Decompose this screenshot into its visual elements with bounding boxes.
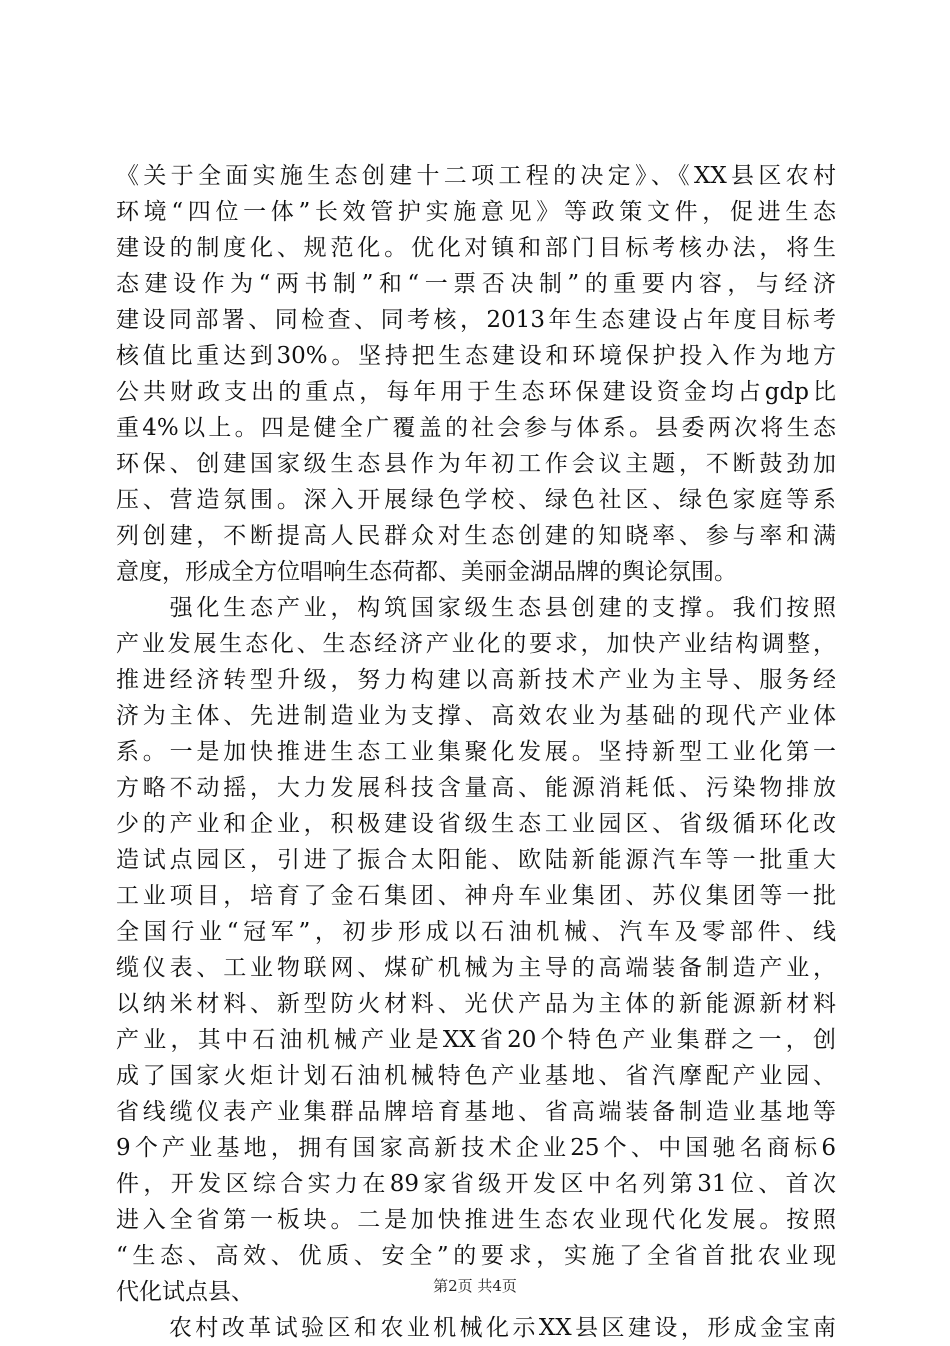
text-line: “生态、高效、优质、安全”的要求，实施了全省首批农业现 <box>116 1243 836 1269</box>
text-line: 少的产业和企业，积极建设省级生态工业园区、省级循环化改 <box>116 811 836 837</box>
text-line: 建设同部署、同检查、同考核，2013年生态建设占年度目标考 <box>116 307 836 333</box>
text-line: 件，开发区综合实力在89家省级开发区中名列第31位、首次 <box>116 1171 836 1197</box>
text-line: 环境“四位一体”长效管护实施意见》等政策文件，促进生态 <box>116 199 836 225</box>
text-line: 产业发展生态化、生态经济产业化的要求，加快产业结构调整， <box>116 631 836 657</box>
text-line: 省线缆仪表产业集群品牌培育基地、省高端装备制造业基地等 <box>116 1099 836 1125</box>
body-text <box>116 158 836 1346</box>
text-line: 意度，形成全方位唱响生态荷都、美丽金湖品牌的舆论氛围。 <box>116 559 737 585</box>
text-line: 进入全省第一板块。二是加快推进生态农业现代化发展。按照 <box>116 1207 836 1233</box>
text-line: 公共财政支出的重点，每年用于生态环保建设资金均占gdp比 <box>116 379 836 405</box>
text-line: 缆仪表、工业物联网、煤矿机械为主导的高端装备制造产业， <box>116 955 836 981</box>
text-line: 环保、创建国家级生态县作为年初工作会议主题，不断鼓劲加 <box>116 451 836 477</box>
text-line: 压、营造氛围。深入开展绿色学校、绿色社区、绿色家庭等系 <box>116 487 836 513</box>
text-line: 工业项目，培育了金石集团、神舟车业集团、苏仪集团等一批 <box>116 883 836 909</box>
text-line: 产业，其中石油机械产业是XX省20个特色产业集群之一，创 <box>116 1027 836 1053</box>
text-line: 核值比重达到30%。坚持把生态建设和环境保护投入作为地方 <box>116 343 836 369</box>
text-line: 列创建，不断提高人民群众对生态创建的知晓率、参与率和满 <box>116 523 836 549</box>
text-line: 济为主体、先进制造业为支撑、高效农业为基础的现代产业体 <box>116 703 836 729</box>
text-line: 方略不动摇，大力发展科技含量高、能源消耗低、污染物排放 <box>116 775 836 801</box>
text-line: 推进经济转型升级，努力构建以高新技术产业为主导、服务经 <box>116 667 836 693</box>
text-line: 9个产业基地，拥有国家高新技术企业25个、中国驰名商标6 <box>116 1135 836 1161</box>
page-number-footer: 第2页 共4页 <box>433 1277 517 1295</box>
text-line: 全国行业“冠军”，初步形成以石油机械、汽车及零部件、线 <box>116 919 836 945</box>
text-line: 强化生态产业，构筑国家级生态县创建的支撑。我们按照 <box>116 595 836 621</box>
text-line: 建设的制度化、规范化。优化对镇和部门目标考核办法，将生 <box>116 235 836 261</box>
text-line: 系。一是加快推进生态工业集聚化发展。坚持新型工业化第一 <box>116 739 836 765</box>
text-line: 代化试点县、 <box>116 1279 254 1305</box>
text-line: 以纳米材料、新型防火材料、光伏产品为主体的新能源新材料 <box>116 991 836 1017</box>
text-line: 《关于全面实施生态创建十二项工程的决定》、《XX县区农村 <box>116 163 836 189</box>
text-line: 农村改革试验区和农业机械化示XX县区建设，形成金宝南 <box>116 1315 836 1341</box>
text-line: 造试点园区，引进了振合太阳能、欧陆新能源汽车等一批重大 <box>116 847 836 873</box>
text-line: 重4%以上。四是健全广覆盖的社会参与体系。县委两次将生态 <box>116 415 836 441</box>
text-line: 成了国家火炬计划石油机械特色产业基地、省汽摩配产业园、 <box>116 1063 836 1089</box>
text-line: 态建设作为“两书制”和“一票否决制”的重要内容，与经济 <box>116 271 836 297</box>
